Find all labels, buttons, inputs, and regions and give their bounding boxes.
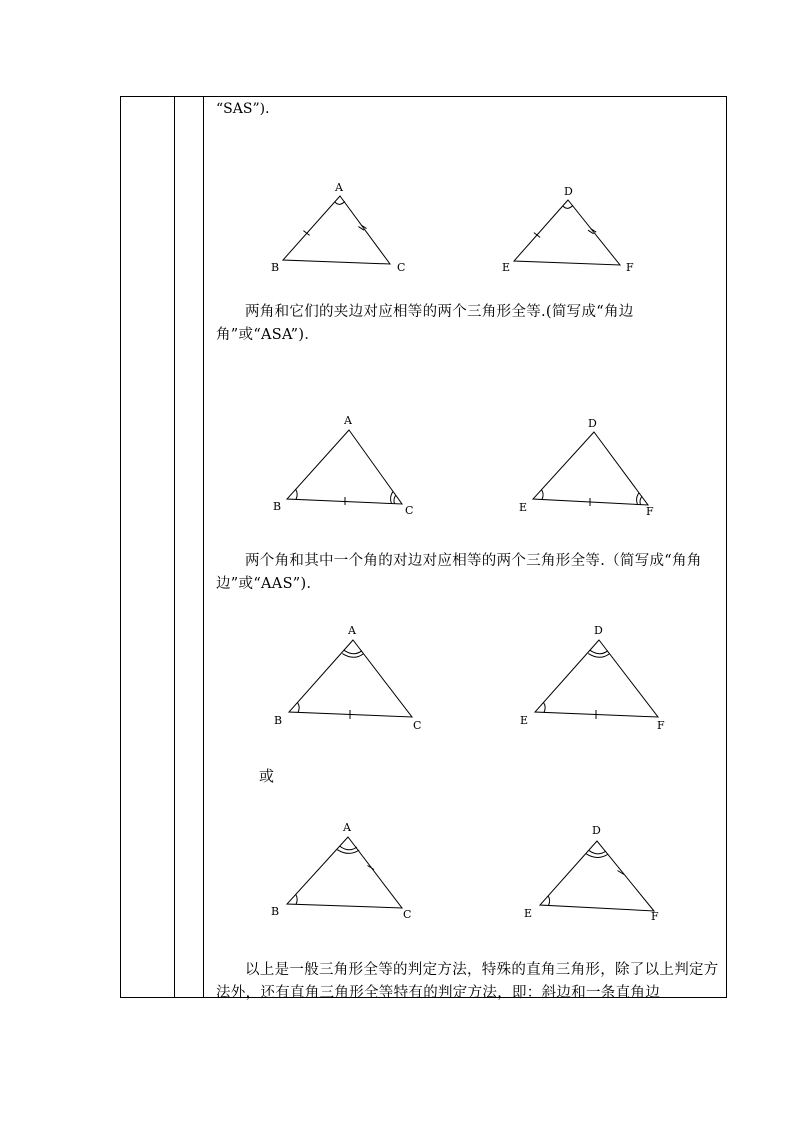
label-a-4: A	[343, 821, 351, 834]
angle-mark-f-2a	[637, 493, 640, 505]
label-e-2: E	[519, 501, 528, 514]
angle-mark-c-2a	[391, 491, 393, 503]
label-b-1: B	[271, 261, 280, 274]
label-a-1: A	[335, 181, 343, 194]
label-f-2: F	[646, 505, 654, 518]
angle-mark-d-1	[563, 205, 573, 208]
angle-mark-a-4a	[340, 846, 357, 850]
label-b-2: B	[273, 500, 282, 513]
triangle-abc-aas-2	[271, 821, 411, 921]
label-b-3: B	[274, 714, 283, 727]
aas-paragraph: 两个角和其中一个角的对边对应相等的两个三角形全等.（简写成“角角边”或“AAS”)．	[216, 553, 702, 592]
triangle-abc-aas-1	[274, 624, 421, 732]
or-word: 或	[259, 767, 275, 785]
angle-mark-c-2b	[394, 495, 396, 503]
triangle-def-aas-2	[524, 824, 659, 923]
triangle-abc-3	[289, 640, 412, 717]
label-c-1: C	[397, 261, 406, 274]
angle-mark-a-3a	[344, 650, 362, 654]
label-d-2: D	[588, 417, 597, 430]
triangle-abc-asa	[273, 414, 413, 517]
angle-mark-e-4	[548, 896, 550, 906]
angle-mark-a-1	[335, 201, 345, 204]
triangle-abc-1	[283, 196, 390, 264]
label-e-4: E	[524, 907, 533, 920]
angle-mark-d-4a	[589, 850, 606, 854]
triangle-def-2	[533, 432, 648, 505]
angle-mark-b-2	[296, 489, 297, 499]
angle-mark-d-4b	[586, 854, 608, 858]
label-d-3: D	[594, 624, 603, 637]
label-f-1: F	[626, 261, 634, 274]
triangle-def-4	[540, 841, 654, 911]
sas-line: “SAS”)．	[216, 101, 280, 117]
angle-mark-e-2	[542, 490, 544, 500]
triangle-def-3	[535, 640, 658, 717]
angle-mark-f-2b	[640, 496, 642, 504]
angle-mark-b-3	[298, 703, 300, 713]
label-f-4: F	[651, 910, 659, 923]
label-d-1: D	[564, 185, 573, 198]
triangle-abc-4	[287, 837, 402, 908]
label-f-3: F	[657, 719, 665, 732]
label-c-3: C	[413, 719, 422, 732]
asa-paragraph: 两角和它们的夹边对应相等的两个三角形全等.(简写成“角边角”或“ASA”)．	[216, 304, 634, 343]
label-e-3: E	[520, 714, 529, 727]
label-c-4: C	[403, 908, 412, 921]
right-triangle-paragraph: 以上是一般三角形全等的判定方法，特殊的直角三角形，除了以上判定方法外，还有直角三角形全等特有的判定方法，即：斜边和一条直角边	[216, 962, 719, 1001]
angle-mark-b-4	[296, 894, 297, 904]
angle-mark-e-3	[544, 703, 546, 713]
label-a-2: A	[344, 414, 352, 427]
triangle-abc-2	[287, 430, 402, 504]
label-b-4: B	[271, 905, 280, 918]
triangle-def-asa	[519, 417, 654, 518]
triangle-def-sas	[502, 185, 634, 274]
angle-mark-d-3a	[590, 650, 608, 654]
label-a-3: A	[348, 624, 356, 637]
label-e-1: E	[502, 261, 511, 274]
triangle-def-1	[514, 200, 620, 265]
triangle-def-aas-1	[520, 624, 665, 732]
label-d-4: D	[592, 824, 601, 837]
label-c-2: C	[405, 504, 414, 517]
triangle-abc-sas	[271, 181, 405, 274]
